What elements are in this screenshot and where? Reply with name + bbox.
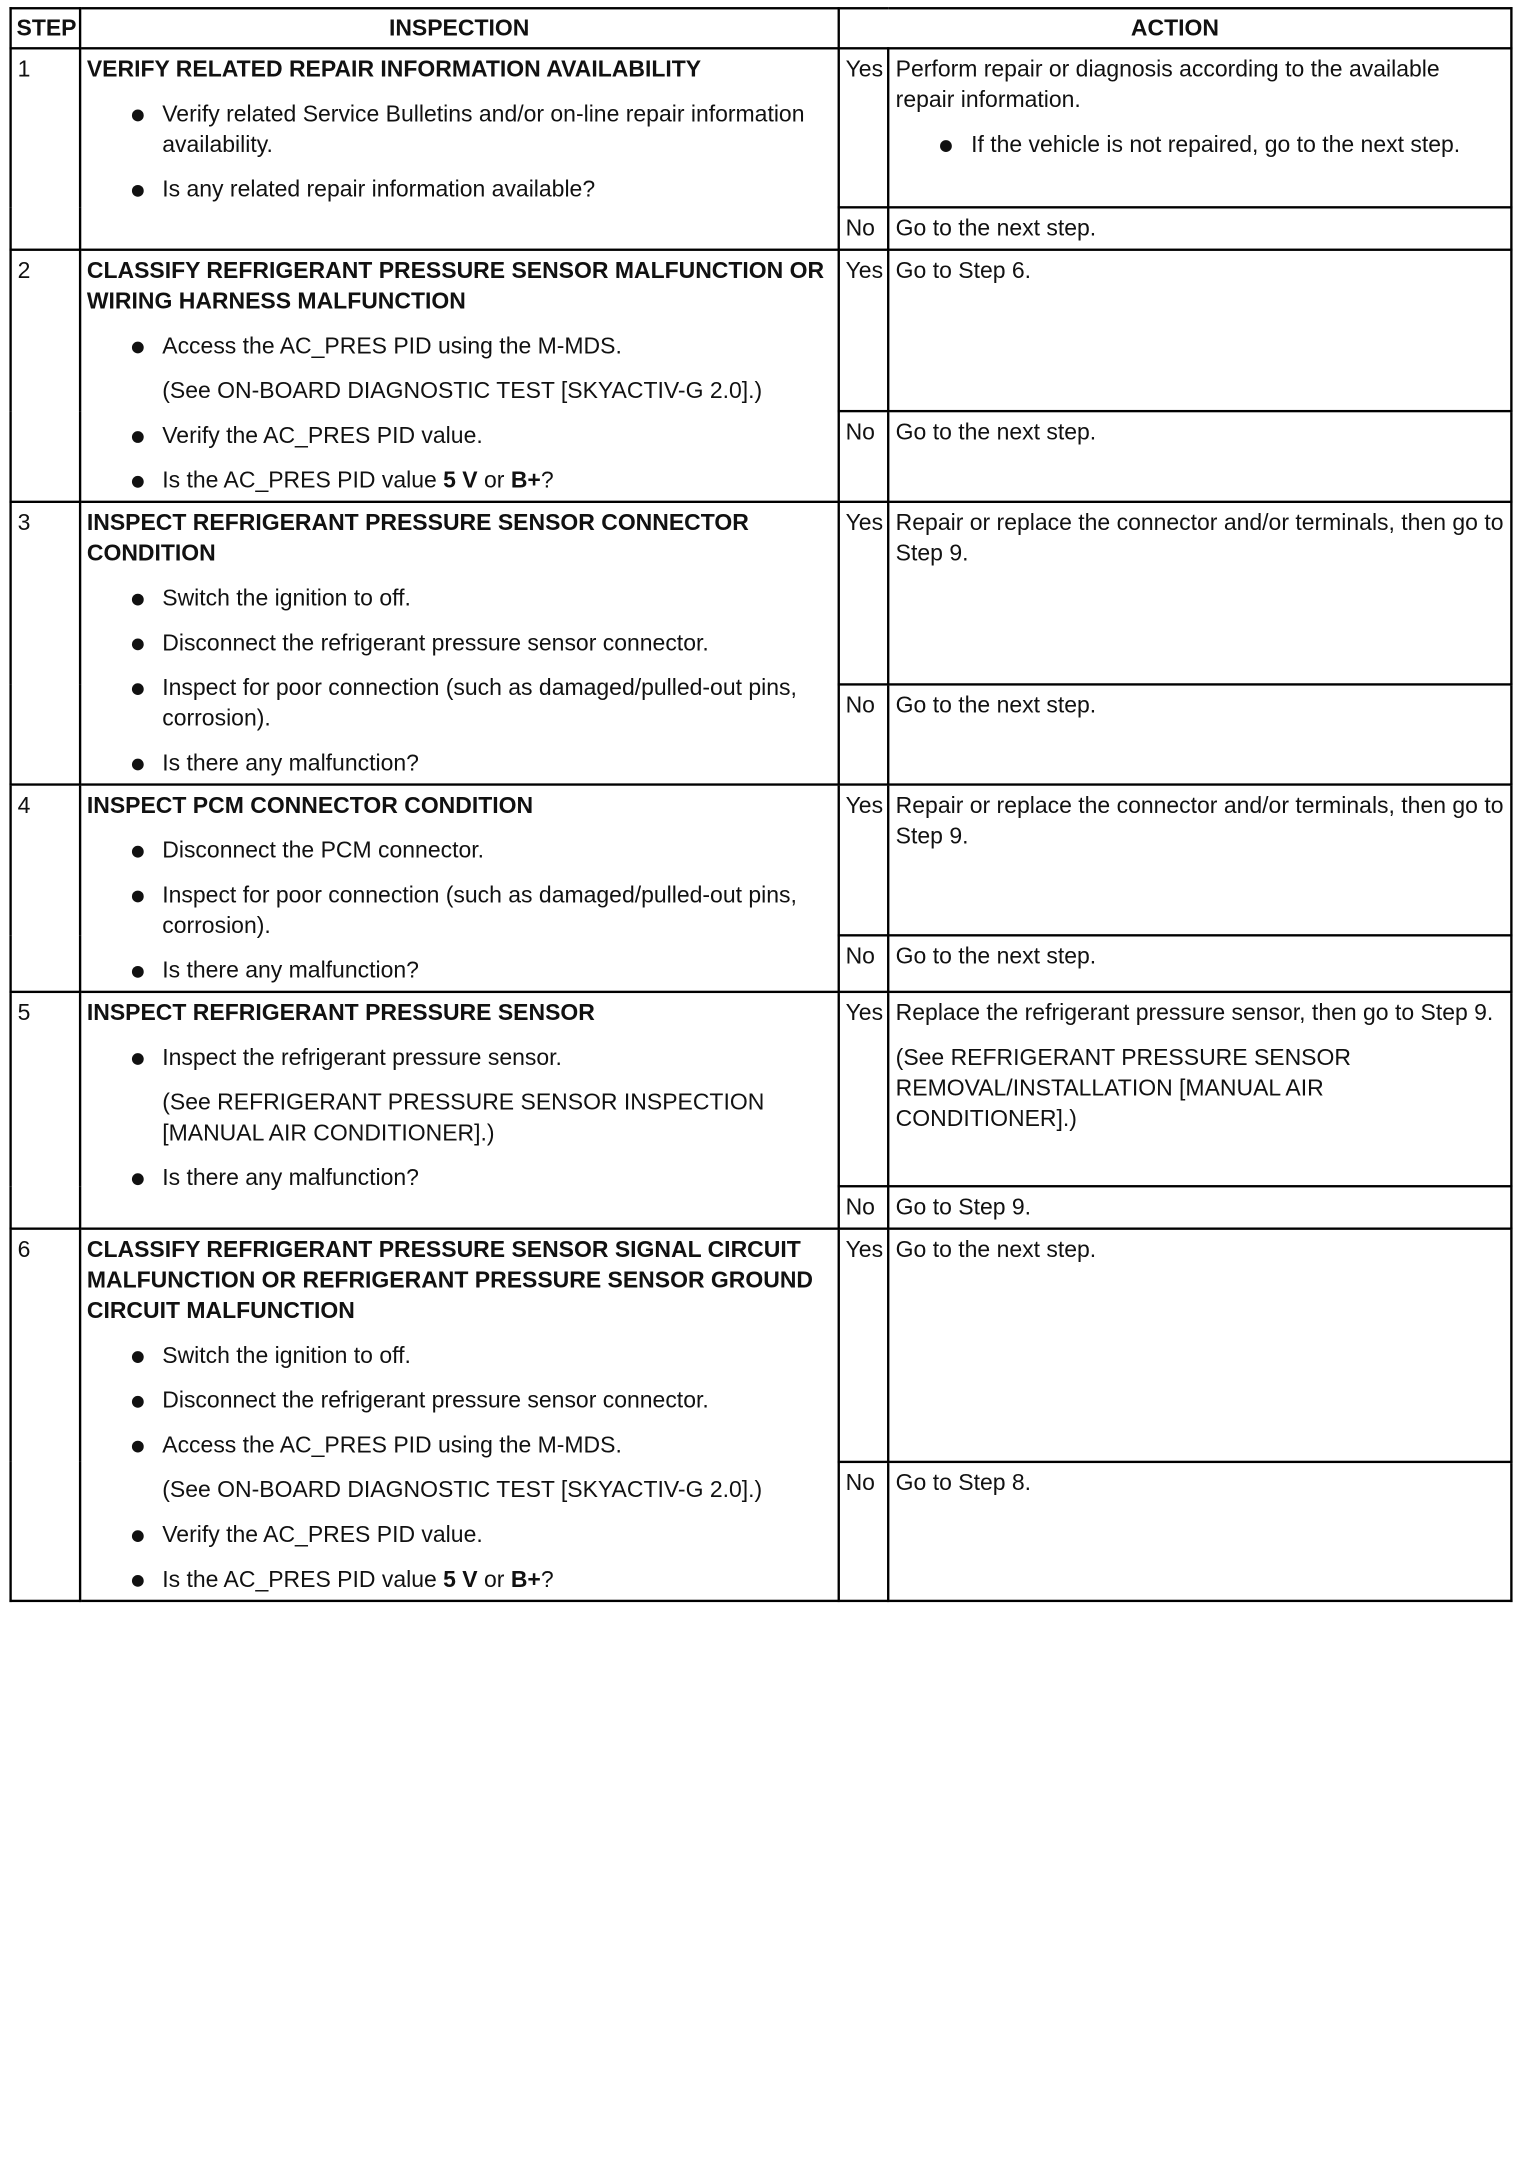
inspection-item xyxy=(87,673,832,734)
bullet-icon xyxy=(132,1173,144,1185)
yes-action xyxy=(889,48,1512,207)
bullet-icon xyxy=(132,638,144,650)
question-prefix: Is the AC_PRES PID value xyxy=(162,467,444,494)
action-item xyxy=(896,130,1505,161)
inspection-item-text: Is there any malfunction? xyxy=(162,1165,419,1191)
table-row xyxy=(11,785,1512,936)
step-number: 4 xyxy=(11,785,80,992)
yes-label: Yes xyxy=(839,785,889,936)
bullet-icon xyxy=(940,140,952,152)
inspection-item-text: Inspect for poor connection (such as damaged/pulled-out pins, corrosion). xyxy=(162,674,797,732)
bullet-icon xyxy=(132,846,144,858)
inspection-list xyxy=(87,99,832,205)
table-row xyxy=(11,992,1512,1186)
yes-action: Go to the next step. xyxy=(889,1229,1512,1462)
inspection-item-text: Inspect for poor connection (such as damaged/pulled-out pins, corrosion). xyxy=(162,882,797,939)
no-label: No xyxy=(839,207,889,249)
yes-action: Repair or replace the connector and/or terminals, then go to Step 9. xyxy=(889,785,1512,936)
reference-note: (See REFRIGERANT PRESSURE SENSOR INSPECTION [MANUAL AIR CONDITIONER].) xyxy=(162,1089,765,1147)
inspection-cell xyxy=(80,250,839,502)
inspection-item-text: Is there any malfunction? xyxy=(162,957,419,984)
inspection-item xyxy=(87,1520,832,1551)
inspection-item xyxy=(87,174,832,205)
no-label: No xyxy=(839,1462,889,1601)
inspection-item-text: Verify the AC_PRES PID value. xyxy=(162,422,483,449)
question-suffix: ? xyxy=(540,467,554,494)
step-number: 3 xyxy=(11,502,80,785)
bullet-icon xyxy=(132,891,144,903)
inspection-item-text: Disconnect the refrigerant pressure sensor connector. xyxy=(162,630,709,657)
bullet-icon xyxy=(132,683,144,695)
inspection-title: INSPECT PCM CONNECTOR CONDITION xyxy=(86,792,534,819)
inspection-item-text: Inspect the refrigerant pressure sensor. xyxy=(162,1044,562,1071)
inspection-list xyxy=(87,331,832,362)
inspection-cell xyxy=(80,992,839,1229)
no-label: No xyxy=(839,684,889,784)
inspection-cell xyxy=(80,502,839,785)
no-label: No xyxy=(839,411,889,502)
header-inspection: INSPECTION xyxy=(80,8,839,48)
table-row xyxy=(11,1229,1512,1462)
inspection-item xyxy=(87,748,832,779)
diagnostic-procedure-table xyxy=(9,7,1512,1602)
bullet-icon xyxy=(132,1441,144,1453)
bullet-icon xyxy=(132,1575,144,1587)
inspection-item-text: Verify the AC_PRES PID value. xyxy=(162,1521,483,1548)
inspection-cell xyxy=(80,1229,839,1601)
no-action: Go to Step 9. xyxy=(889,1186,1512,1228)
yes-label: Yes xyxy=(839,992,889,1186)
table-header-row xyxy=(11,8,1512,48)
bullet-icon xyxy=(132,342,144,354)
inspection-item xyxy=(87,1341,832,1372)
action-list xyxy=(896,130,1505,161)
no-label: No xyxy=(839,935,889,992)
inspection-item xyxy=(87,1430,832,1461)
step-number: 6 xyxy=(11,1229,80,1601)
inspection-item xyxy=(87,331,832,362)
inspection-item xyxy=(87,628,832,659)
value-b-plus: B+ xyxy=(510,467,541,494)
no-action: Go to Step 8. xyxy=(889,1462,1512,1601)
inspection-title: CLASSIFY REFRIGERANT PRESSURE SENSOR MALFUNCTION OR WIRING HARNESS MALFUNCTION xyxy=(86,257,825,315)
question-suffix: ? xyxy=(540,1566,554,1593)
inspection-item-text: Disconnect the refrigerant pressure sensor connector. xyxy=(162,1387,709,1414)
bullet-icon xyxy=(132,1396,144,1408)
inspection-question xyxy=(87,465,832,496)
inspection-item xyxy=(87,1385,832,1416)
inspection-list xyxy=(87,583,832,779)
yes-action xyxy=(889,992,1512,1186)
inspection-item-text: Access the AC_PRES PID using the M-MDS. xyxy=(162,333,622,360)
bullet-icon xyxy=(132,1053,144,1065)
bullet-icon xyxy=(132,110,144,122)
inspection-question xyxy=(87,1564,832,1595)
no-action: Go to the next step. xyxy=(889,207,1512,249)
bullet-icon xyxy=(132,185,144,197)
no-action: Go to the next step. xyxy=(889,935,1512,992)
bullet-icon xyxy=(132,966,144,978)
inspection-cell xyxy=(80,785,839,992)
inspection-item xyxy=(87,1163,832,1194)
inspection-item-text: Verify related Service Bulletins and/or on-line repair information availability. xyxy=(162,101,805,158)
inspection-title: INSPECT REFRIGERANT PRESSURE SENSOR xyxy=(86,1000,595,1027)
yes-label: Yes xyxy=(839,250,889,411)
inspection-item xyxy=(87,99,832,160)
inspection-title: INSPECT REFRIGERANT PRESSURE SENSOR CONNECTOR CONDITION xyxy=(86,510,749,567)
bullet-icon xyxy=(132,476,144,488)
question-prefix: Is the AC_PRES PID value xyxy=(162,1566,444,1593)
inspection-item xyxy=(87,955,832,986)
bullet-icon xyxy=(132,594,144,606)
question-mid: or xyxy=(477,1566,511,1593)
step-number: 2 xyxy=(11,250,80,502)
inspection-title: CLASSIFY REFRIGERANT PRESSURE SENSOR SIGNAL CIRCUIT MALFUNCTION OR REFRIGERANT PRESSURE SENSOR GROUND CIRCUIT MALFUNCTION xyxy=(86,1236,814,1325)
inspection-item xyxy=(87,1043,832,1074)
header-step: STEP xyxy=(11,8,80,48)
inspection-item-text: Disconnect the PCM connector. xyxy=(162,837,485,864)
yes-action: Repair or replace the connector and/or terminals, then go to Step 9. xyxy=(889,502,1512,685)
inspection-item-text: Access the AC_PRES PID using the M-MDS. xyxy=(162,1432,622,1459)
value-b-plus: B+ xyxy=(510,1566,541,1593)
inspection-list xyxy=(87,835,832,986)
action-item-text: If the vehicle is not repaired, go to the next step. xyxy=(971,131,1461,158)
action-text: Perform repair or diagnosis according to the available repair information. xyxy=(895,56,1440,114)
inspection-item-text: Switch the ignition to off. xyxy=(162,585,411,612)
inspection-list xyxy=(87,1043,832,1074)
action-text: Replace the refrigerant pressure sensor, then go to Step 9. xyxy=(895,1000,1494,1027)
yes-label: Yes xyxy=(839,48,889,207)
reference-note: (See REFRIGERANT PRESSURE SENSOR REMOVAL/INSTALLATION [MANUAL AIR CONDITIONER].) xyxy=(895,1044,1351,1133)
inspection-list xyxy=(87,421,832,496)
no-action: Go to the next step. xyxy=(889,684,1512,784)
yes-label: Yes xyxy=(839,1229,889,1462)
bullet-icon xyxy=(132,1530,144,1542)
inspection-item xyxy=(87,421,832,452)
inspection-item-text: Is any related repair information available? xyxy=(162,176,596,203)
reference-note: (See ON-BOARD DIAGNOSTIC TEST [SKYACTIV-G 2.0].) xyxy=(162,1477,763,1504)
yes-action: Go to Step 6. xyxy=(889,250,1512,411)
inspection-item-text: Is there any malfunction? xyxy=(162,750,419,777)
table-row xyxy=(11,250,1512,411)
inspection-list xyxy=(87,1341,832,1461)
header-action: ACTION xyxy=(839,8,1512,48)
inspection-item xyxy=(87,880,832,941)
step-number: 1 xyxy=(11,48,80,249)
bullet-icon xyxy=(132,431,144,443)
bullet-icon xyxy=(132,759,144,771)
table-row xyxy=(11,48,1512,207)
yes-label: Yes xyxy=(839,502,889,685)
bullet-icon xyxy=(132,1351,144,1363)
no-label: No xyxy=(839,1186,889,1228)
inspection-item-text: Switch the ignition to off. xyxy=(162,1342,411,1369)
value-5v: 5 V xyxy=(443,1566,478,1593)
inspection-cell xyxy=(80,48,839,249)
inspection-item xyxy=(87,583,832,614)
inspection-list xyxy=(87,1163,832,1194)
value-5v: 5 V xyxy=(443,467,478,494)
no-action: Go to the next step. xyxy=(889,411,1512,502)
step-number: 5 xyxy=(11,992,80,1229)
inspection-item xyxy=(87,835,832,866)
question-mid: or xyxy=(477,467,511,494)
reference-note: (See ON-BOARD DIAGNOSTIC TEST [SKYACTIV-G 2.0].) xyxy=(162,378,763,405)
inspection-list xyxy=(87,1520,832,1595)
table-row xyxy=(11,502,1512,685)
inspection-title: VERIFY RELATED REPAIR INFORMATION AVAILABILITY xyxy=(86,56,702,83)
